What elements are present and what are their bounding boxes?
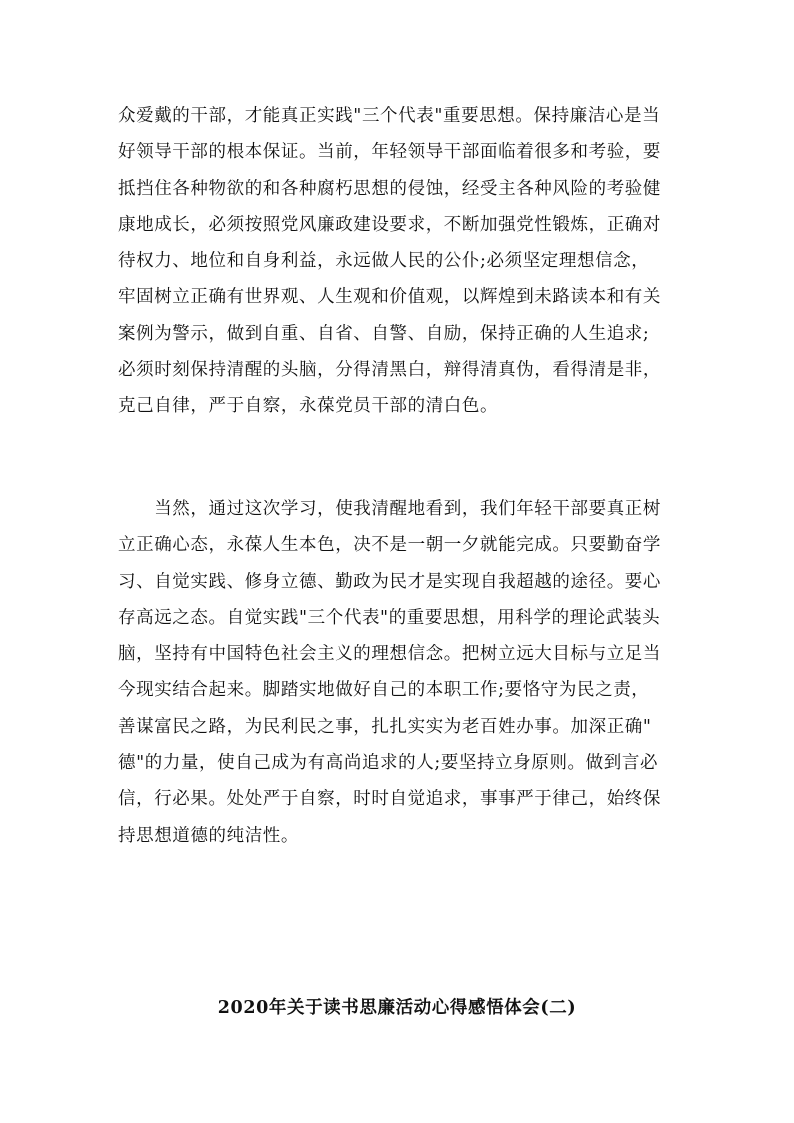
- paragraph-line: 克己自律，严于自察，永葆党员干部的清白色。: [118, 396, 499, 417]
- paragraph-line: 今现实结合起来。脚踏实地做好自己的本职工作;要恪守为民之责，: [118, 680, 650, 701]
- paragraph-line: 立正确心态，永葆人生本色，决不是一朝一夕就能完成。只要勤奋学: [118, 535, 661, 556]
- paragraph-line: 信，行必果。处处严于自察，时时自觉追求，事事严于律己，始终保: [118, 789, 661, 810]
- paragraph-line: 牢固树立正确有世界观、人生观和价值观，以辉煌到未路读本和有关: [118, 287, 661, 308]
- paragraph-line: 脑，坚持有中国特色社会主义的理想信念。把树立远大目标与立足当: [118, 644, 661, 665]
- paragraph-line: 案例为警示，做到自重、自省、自警、自励，保持正确的人生追求;: [118, 323, 650, 344]
- paragraph-1: [118, 98, 684, 425]
- section-heading: 2020年关于读书思廉活动心得感悟体会(二): [217, 998, 577, 1018]
- paragraph-2: [118, 491, 684, 854]
- paragraph-line: 众爱戴的干部，才能真正实践"三个代表"重要思想。保持廉洁心是当: [118, 106, 661, 126]
- paragraph-line: 习、自觉实践、修身立德、勤政为民才是实现自我超越的途径。要心: [118, 571, 661, 592]
- paragraph-line: 存高远之态。自觉实践"三个代表"的重要思想，用科学的理论武装头: [118, 607, 661, 628]
- paragraph-line: 持思想道德的纯洁性。: [118, 825, 299, 846]
- paragraph-line: 好领导干部的根本保证。当前，年轻领导干部面临着很多和考验，要: [118, 142, 661, 163]
- paragraph-line: 待权力、地位和自身利益，永远做人民的公仆;必须坚定理想信念，: [118, 251, 650, 272]
- paragraph-line: 善谋富民之路，为民利民之事，扎扎实实为老百姓办事。加深正确": [118, 716, 652, 737]
- paragraph-line: 当然，通过这次学习，使我清醒地看到，我们年轻干部要真正树: [118, 499, 661, 519]
- paragraph-line: 抵挡住各种物欲的和各种腐朽思想的侵蚀，经受主各种风险的考验健: [118, 178, 661, 199]
- paragraph-line: 康地成长，必须按照党风廉政建设要求，不断加强党性锻炼，正确对: [118, 214, 661, 235]
- paragraph-line: 德"的力量，使自己成为有高尚追求的人;要坚持立身原则。做到言必: [118, 753, 659, 774]
- paragraph-line: 必须时刻保持清醒的头脑，分得清黑白，辩得清真伪，看得清是非，: [118, 360, 661, 381]
